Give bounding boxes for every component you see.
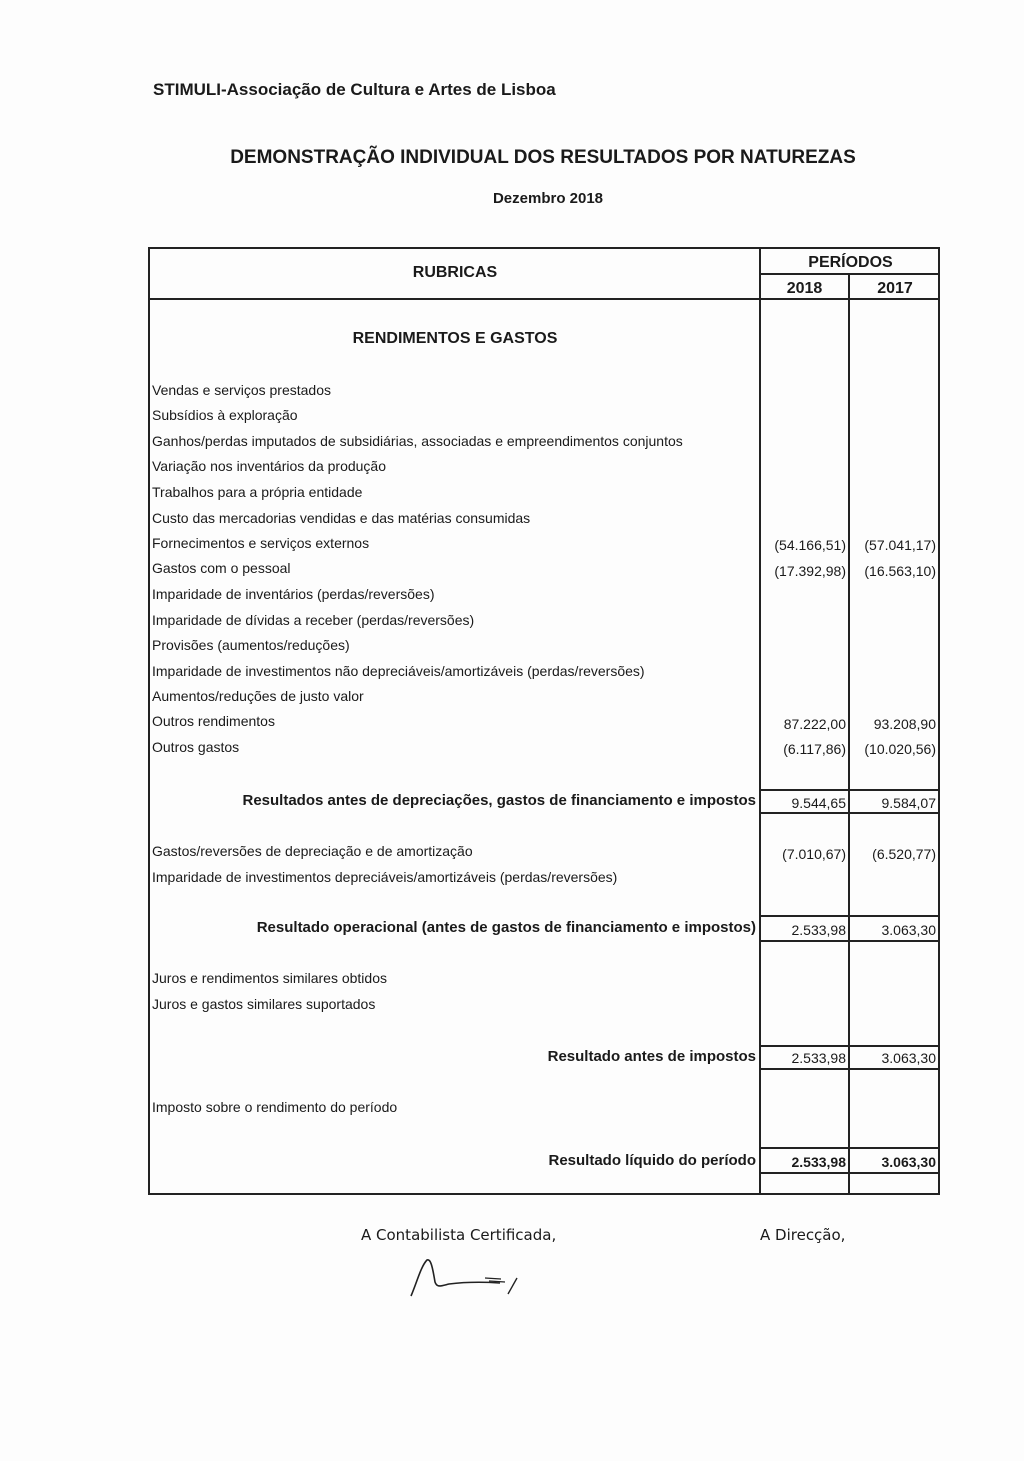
total-label: Resultado líquido do período [548, 1152, 756, 1169]
row-label: Imposto sobre o rendimento do período [152, 1099, 398, 1115]
row-label: Imparidade de dívidas a receber (perdas/reversões) [152, 612, 475, 628]
total-2017: 3.063,30 [881, 1154, 936, 1170]
document-title: DEMONSTRAÇÃO INDIVIDUAL DOS RESULTADOS POR NATUREZAS [230, 147, 856, 168]
year-2017-header: 2017 [877, 280, 913, 297]
row-label: Vendas e serviços prestados [152, 382, 331, 398]
row-label: Outros gastos [152, 739, 240, 755]
row-label: Imparidade de investimentos depreciáveis/amortizáveis (perdas/reversões) [152, 869, 618, 885]
row-label: Subsídios à exploração [152, 407, 298, 423]
table-divider [761, 1172, 940, 1174]
subtotal-2017: 9.584,07 [881, 795, 936, 811]
row-label: Variação nos inventários da produção [152, 458, 387, 474]
total-divider [759, 1147, 940, 1149]
value-2017: (16.563,10) [864, 563, 936, 579]
row-label: Juros e gastos similares suportados [152, 996, 376, 1012]
report-period: Dezembro 2018 [492, 190, 604, 207]
row-label: Outros rendimentos [152, 713, 275, 729]
accountant-label: A Contabilista Certificada, [361, 1226, 557, 1244]
signature-scribble [405, 1252, 525, 1302]
value-2017: (6.520,77) [872, 846, 936, 862]
subtotal-divider [759, 1045, 940, 1047]
subtotal-divider [759, 1068, 940, 1070]
subtotal-divider [759, 940, 940, 942]
subtotal-2018: 2.533,98 [791, 1050, 846, 1066]
subtotal-2018: 2.533,98 [791, 922, 846, 938]
value-2017: (57.041,17) [864, 537, 936, 553]
row-label: Gastos com o pessoal [152, 560, 291, 576]
value-2018: (54.166,51) [774, 537, 846, 553]
value-2017: (10.020,56) [864, 741, 936, 757]
column-divider [848, 275, 850, 1193]
row-label: Imparidade de investimentos não depreciáveis/amortizáveis (perdas/reversões) [152, 663, 645, 679]
subtotal-label: Resultado operacional (antes de gastos de financiamento e impostos) [256, 919, 756, 936]
periodos-header: PERÍODOS [808, 254, 893, 271]
row-label: Ganhos/perdas imputados de subsidiárias, associadas e empreendimentos conjuntos [152, 433, 683, 449]
row-label: Provisões (aumentos/reduções) [152, 637, 350, 653]
value-2018: (7.010,67) [782, 846, 846, 862]
row-label: Fornecimentos e serviços externos [152, 535, 370, 551]
year-2018-header: 2018 [786, 280, 823, 297]
header-divider [761, 273, 940, 275]
subtotal-2017: 3.063,30 [881, 922, 936, 938]
board-label: A Direcção, [760, 1226, 846, 1244]
subtotal-divider [759, 915, 940, 917]
row-label: Juros e rendimentos similares obtidos [152, 970, 387, 986]
header-divider [150, 298, 940, 300]
total-2018: 2.533,98 [791, 1154, 846, 1170]
subtotal-divider [759, 789, 940, 791]
column-divider [759, 249, 761, 1193]
row-label: Aumentos/reduções de justo valor [152, 688, 364, 704]
subtotal-2018: 9.544,65 [791, 795, 846, 811]
row-label: Trabalhos para a própria entidade [152, 484, 363, 500]
subtotal-label: Resultados antes de depreciações, gastos de financiamento e impostos [242, 792, 756, 809]
value-2018: (6.117,86) [783, 741, 846, 757]
value-2018: 87.222,00 [783, 716, 846, 732]
row-label: Gastos/reversões de depreciação e de amortização [152, 843, 473, 859]
value-2018: (17.392,98) [774, 563, 846, 579]
section-title: RENDIMENTOS E GASTOS [352, 330, 558, 347]
subtotal-divider [759, 812, 940, 814]
organization-name: STIMULI-Associação de Cultura e Artes de Lisboa [153, 80, 556, 99]
rubricas-header: RUBRICAS [412, 264, 498, 281]
row-label: Custo das mercadorias vendidas e das matérias consumidas [152, 510, 531, 526]
value-2017: 93.208,90 [873, 716, 936, 732]
subtotal-2017: 3.063,30 [881, 1050, 936, 1066]
subtotal-label: Resultado antes de impostos [547, 1048, 756, 1065]
row-label: Imparidade de inventários (perdas/reversões) [152, 586, 435, 602]
